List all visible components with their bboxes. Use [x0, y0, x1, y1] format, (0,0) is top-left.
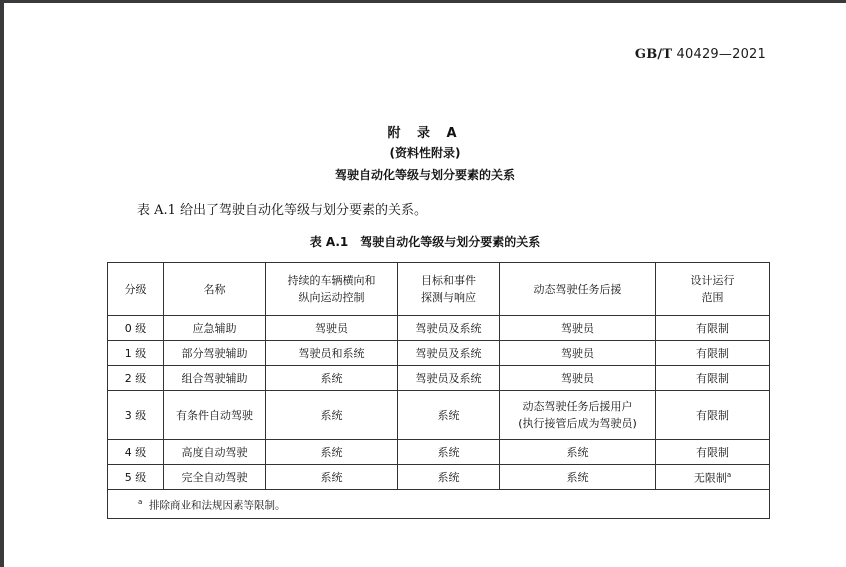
cell-fallback: 系统 — [500, 465, 656, 490]
table-row — [108, 316, 770, 341]
header-oedr: 目标和事件 探测与响应 — [398, 263, 500, 316]
table-row — [108, 391, 770, 440]
cell-odd: 有限制 — [656, 341, 770, 366]
cell-fallback: 系统 — [500, 440, 656, 465]
cell-fallback: 驾驶员 — [500, 341, 656, 366]
annex-name: 驾驶自动化等级与划分要素的关系 — [334, 168, 515, 182]
header-motion-control: 持续的车辆横向和 纵向运动控制 — [266, 263, 398, 316]
cell-control: 系统 — [266, 366, 398, 391]
fallback-line1: 动态驾驶任务后援用户 — [522, 400, 633, 413]
cell-control: 驾驶员 — [266, 316, 398, 341]
cell-control: 系统 — [266, 465, 398, 490]
cell-level: 5 级 — [108, 465, 164, 490]
cell-name: 高度自动驾驶 — [164, 440, 266, 465]
cell-control: 系统 — [266, 391, 398, 440]
cell-name: 有条件自动驾驶 — [164, 391, 266, 440]
table-footnote — [108, 490, 770, 519]
cell-level: 3 级 — [108, 391, 164, 440]
cell-detection: 系统 — [398, 465, 500, 490]
cell-detection: 驾驶员及系统 — [398, 366, 500, 391]
automation-levels-table — [107, 262, 770, 519]
cell-detection: 驾驶员及系统 — [398, 341, 500, 366]
cell-odd: 有限制 — [656, 316, 770, 341]
cell-detection: 驾驶员及系统 — [398, 316, 500, 341]
footnote-marker: a — [726, 471, 732, 480]
cell-level: 2 级 — [108, 366, 164, 391]
cell-detection: 系统 — [398, 391, 500, 440]
cell-control: 驾驶员和系统 — [266, 341, 398, 366]
cell-fallback: 驾驶员 — [500, 316, 656, 341]
annex-title: 附 录 A — [387, 126, 463, 141]
header-name: 名称 — [164, 263, 266, 316]
header-odd: 设计运行 范围 — [656, 263, 770, 316]
standard-prefix: GB/T — [634, 47, 673, 62]
cell-name: 组合驾驶辅助 — [164, 366, 266, 391]
cell-level: 1 级 — [108, 341, 164, 366]
annex-subtitle: (资料性附录) — [389, 146, 461, 160]
header-fallback: 动态驾驶任务后援 — [500, 263, 656, 316]
cell-detection: 系统 — [398, 440, 500, 465]
table-row — [108, 341, 770, 366]
table-footnote-row — [108, 490, 770, 519]
table-row — [108, 465, 770, 490]
cell-odd: 有限制 — [656, 391, 770, 440]
odd-value: 无限制 — [693, 471, 727, 485]
footnote-text: 排除商业和法规因素等限制。 — [148, 499, 286, 512]
cell-name: 部分驾驶辅助 — [164, 341, 266, 366]
cell-name: 完全自动驾驶 — [164, 465, 266, 490]
cell-level: 0 级 — [108, 316, 164, 341]
standard-code — [635, 47, 766, 62]
cell-fallback — [500, 391, 656, 440]
table-row — [108, 440, 770, 465]
cell-odd — [656, 465, 770, 490]
table-caption: 表 A.1 驾驶自动化等级与划分要素的关系 — [309, 235, 541, 249]
cell-odd: 有限制 — [656, 440, 770, 465]
cell-odd: 有限制 — [656, 366, 770, 391]
document-page — [4, 3, 846, 567]
table-header-row — [108, 263, 770, 316]
cell-level: 4 级 — [108, 440, 164, 465]
header-level: 分级 — [108, 263, 164, 316]
footnote-mark: a — [138, 497, 143, 506]
cell-fallback: 驾驶员 — [500, 366, 656, 391]
intro-paragraph: 表 A.1 给出了驾驶自动化等级与划分要素的关系。 — [137, 203, 428, 218]
cell-control: 系统 — [266, 440, 398, 465]
cell-name: 应急辅助 — [164, 316, 266, 341]
fallback-line2: (执行接管后成为驾驶员) — [518, 417, 637, 430]
table-row — [108, 366, 770, 391]
standard-number: 40429—2021 — [676, 47, 766, 62]
